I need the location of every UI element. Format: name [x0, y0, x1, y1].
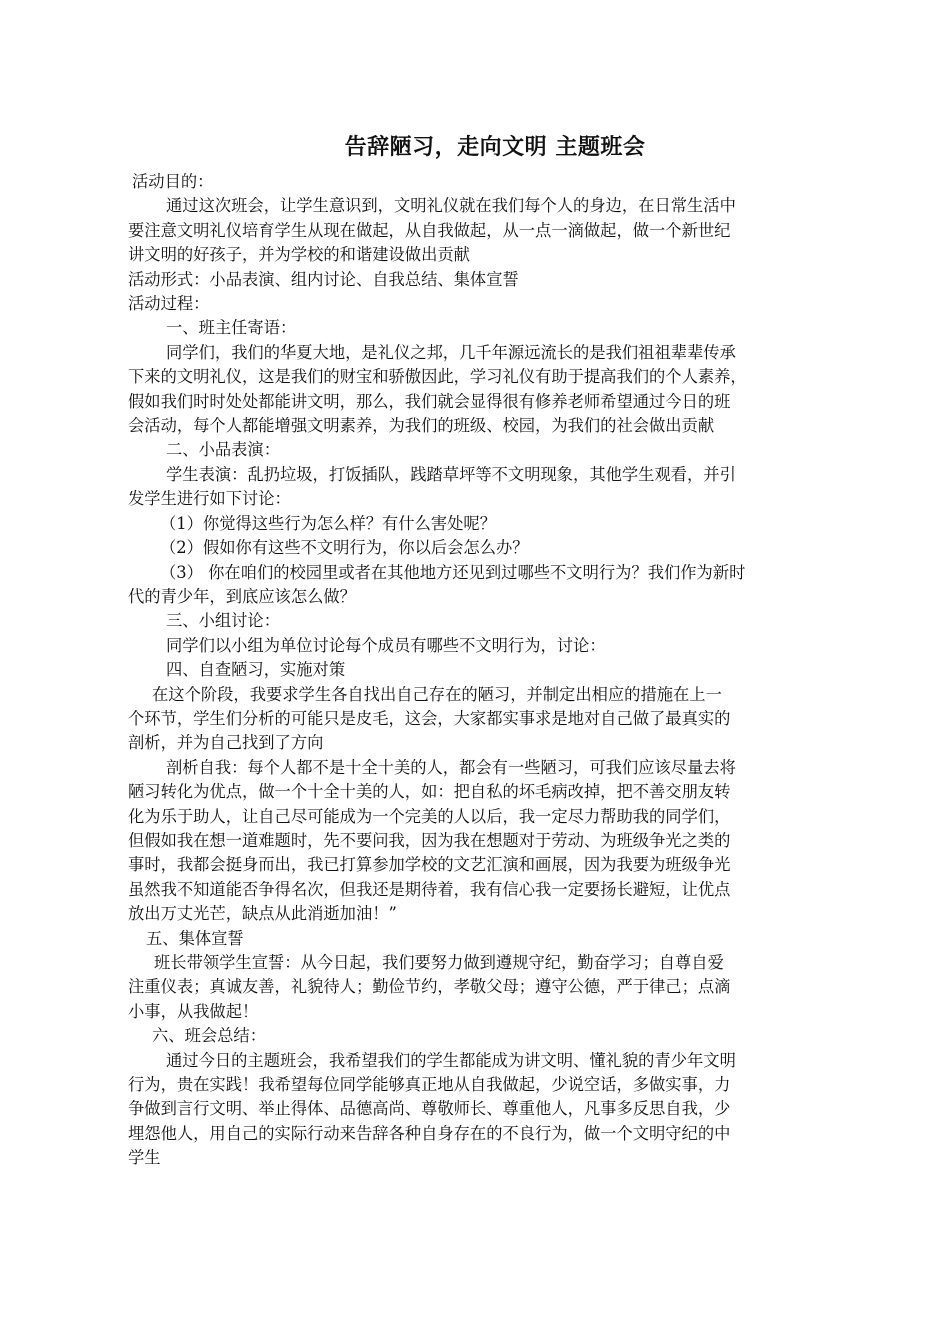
paragraph-line: 化为乐于助人，让自己尽可能成为一个完美的人以后，我一定尽力帮助我的同学们， — [128, 806, 731, 826]
paragraph-line: 会活动，每个人都能增强文明素养，为我们的班级、校园，为我们的社会做出贡献 — [128, 416, 715, 436]
paragraph-line: 争做到言行文明、举止得体、品德高尚、尊敬师长、尊重他人，凡事多反思自我，少 — [128, 1099, 731, 1119]
paragraph-line: 事时，我都会挺身而出，我已打算参加学校的文艺汇演和画展，因为我要为班级争光 — [128, 855, 731, 875]
paragraph-line: 通过今日的主题班会，我希望我们的学生都能成为讲文明、懂礼貌的青少年文明 — [166, 1050, 736, 1070]
paragraph-line: 在这个阶段，我要求学生各自找出自己存在的陋习，并制定出相应的措施在上一 — [152, 684, 722, 704]
paragraph-line: 要注意文明礼仪培育学生从现在做起，从自我做起，从一点一滴做起，做一个新世纪 — [128, 220, 731, 240]
document-body — [128, 170, 848, 1171]
list-item: （2）假如你有这些不文明行为，你以后会怎么办？ — [160, 538, 529, 558]
paragraph-line: 陋习转化为优点，做一个十全十美的人，如：把自私的坏毛病改掉，把不善交朋友转 — [128, 782, 731, 802]
paragraph-line: 代的青少年，到底应该怎么做？ — [128, 586, 356, 606]
paragraph-line: 但假如我在想一道难题时，先不要问我，因为我在想题对于劳动、为班级争光之类的 — [128, 830, 731, 850]
paragraph-line: 下来的文明礼仪，这是我们的财宝和骄傲因此，学习礼仪有助于提高我们的个人素养， — [128, 367, 747, 387]
paragraph-line: 放出万丈光芒，缺点从此消逝加油！” — [128, 904, 397, 924]
paragraph-line: 假如我们时时处处都能讲文明，那么，我们就会显得很有修养老师希望通过今日的班 — [128, 391, 731, 411]
list-item: （3） 你在咱们的校园里或者在其他地方还见到过哪些不文明行为？我们作为新时 — [160, 562, 746, 582]
subsection-heading: 三、小组讨论： — [166, 611, 280, 631]
paragraph-line: 学生 — [128, 1148, 161, 1168]
paragraph-line: 小事，从我做起！ — [128, 1001, 259, 1021]
subsection-heading: 五、集体宣誓 — [146, 928, 244, 948]
paragraph-line: 同学们，我们的华夏大地，是礼仪之邦，几千年源远流长的是我们祖祖辈辈传承 — [166, 342, 736, 362]
paragraph-line: 同学们以小组为单位讨论每个成员有哪些不文明行为，讨论： — [166, 635, 606, 655]
subsection-heading: 六、班会总结： — [152, 1026, 266, 1046]
section-heading-process: 活动过程： — [128, 294, 210, 314]
paragraph-line: 通过这次班会，让学生意识到，文明礼仪就在我们每个人的身边，在日常生活中 — [166, 196, 736, 216]
list-item: （1）你觉得这些行为怎么样？有什么害处呢？ — [160, 513, 496, 533]
section-heading-purpose: 活动目的： — [132, 172, 214, 191]
document-title: 告辞陋习，走向文明 主题班会 — [344, 134, 646, 160]
paragraph-line: 剖析自我：每个人都不是十全十美的人，都会有一些陋习，可我们应该尽量去将 — [166, 757, 736, 777]
paragraph-line: 学生表演：乱扔垃圾，打饭插队，践踏草坪等不文明现象，其他学生观看，并引 — [166, 464, 736, 484]
paragraph-line: 埋怨他人，用自己的实际行动来告辞各种自身存在的不良行为，做一个文明守纪的中 — [128, 1123, 731, 1143]
paragraph-line: 班长带领学生宣誓：从今日起，我们要努力做到遵规守纪，勤奋学习；自尊自爱 — [154, 953, 724, 972]
paragraph-line: 个环节，学生们分析的可能只是皮毛，这会，大家都实事求是地对自己做了最真实的 — [128, 708, 731, 728]
section-heading-format: 活动形式：小品表演、组内讨论、自我总结、集体宣誓 — [128, 269, 519, 289]
paragraph-line: 发学生进行如下讨论： — [128, 489, 291, 509]
paragraph-line: 讲文明的好孩子，并为学校的和谐建设做出贡献 — [128, 245, 470, 265]
subsection-heading: 二、小品表演： — [166, 440, 280, 460]
subsection-heading: 一、班主任寄语： — [166, 318, 297, 338]
paragraph-line: 虽然我不知道能否争得名次，但我还是期待着，我有信心我一定要扬长避短，让优点 — [128, 879, 731, 899]
subsection-heading: 四、自查陋习，实施对策 — [166, 660, 346, 680]
paragraph-line: 行为，贵在实践！我希望每位同学能够真正地从自我做起，少说空话，多做实事，力 — [128, 1075, 731, 1095]
paragraph-line: 剖析，并为自己找到了方向 — [128, 733, 324, 753]
paragraph-line: 注重仪表；真诚友善，礼貌待人；勤俭节约，孝敬父母；遵守公德，严于律己；点滴 — [128, 977, 731, 997]
